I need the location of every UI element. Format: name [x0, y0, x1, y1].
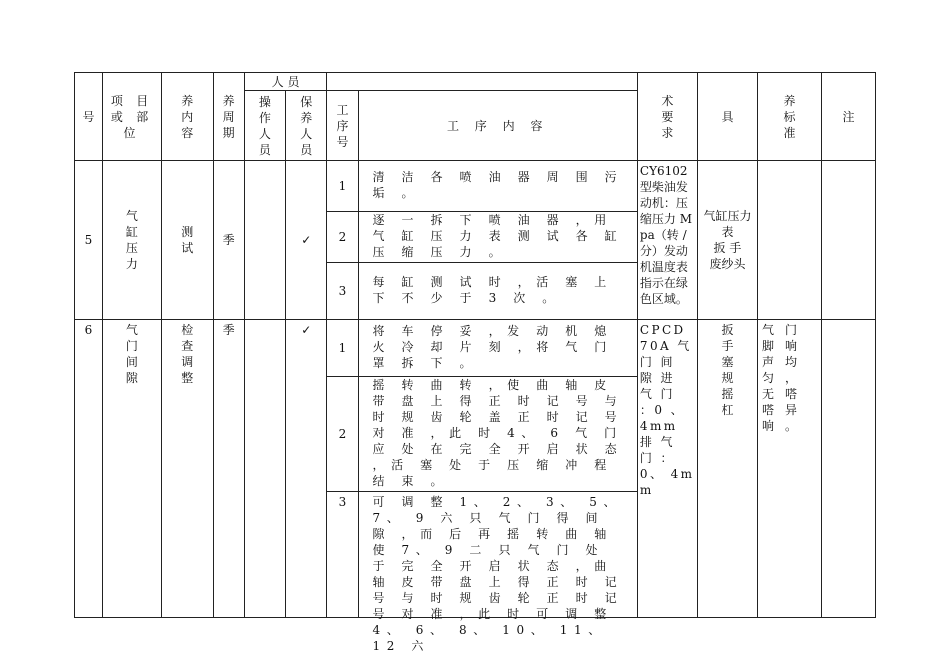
header-blank — [327, 73, 637, 91]
row-maintainer-check: ✓ — [286, 161, 327, 320]
row-tools — [697, 161, 757, 320]
header-maintainer: 保养人员 — [286, 91, 327, 161]
step-no: 1 — [327, 161, 358, 212]
row-note — [822, 320, 876, 618]
row-no: 5 — [75, 161, 103, 320]
maintenance-table — [74, 72, 876, 653]
row-item: 气缸压力 — [102, 161, 161, 320]
tool-item: 扳 手 — [713, 241, 742, 255]
header-tools: 具 — [697, 73, 757, 161]
header-operator: 操作人员 — [244, 91, 285, 161]
row-operator — [244, 320, 285, 618]
header-item: 项 目 或 部 位 — [102, 73, 161, 161]
header-cycle: 养周期 — [213, 73, 244, 161]
row-tools: 扳手塞规摇杠 — [697, 320, 757, 618]
step-text: 可 调 整 1、 2、 3、 5、 7、 9 六 只 气 门 得 间 隙 ，而 后 再 摇 转 曲 轴 使 7、 9 二 只 气 门 处 于 完 全 开 启 状 态 ，曲 轴 皮 带 盘 上 得 正 时 记 号 与 时 规 齿 轮 正 时 记 号 对 准 ，此 时 可 调 整 4、 6、 8、 10、 11、 12 六 — [358, 492, 637, 618]
row-standard: 气 门 脚 响 声 均 匀 ， 无 嗒 嗒 异 响 。 — [757, 320, 821, 618]
step-no: 2 — [327, 377, 358, 492]
header-personnel: 人 员 — [244, 73, 327, 91]
row-cycle: 季 — [213, 161, 244, 320]
header-tech-req: 术要求 — [637, 73, 697, 161]
header-content: 养内容 — [161, 73, 213, 161]
step-text: 将 车 停 妥 ，发 动 机 熄 火 冷 却 片 刻 ，将 气 门 罩 拆 下 。 — [358, 320, 637, 377]
row-operator — [244, 161, 285, 320]
header-step-content: 工 序 内 容 — [358, 91, 637, 161]
row-standard — [757, 161, 821, 320]
step-no: 3 — [327, 263, 358, 320]
step-text: 逐 一 拆 下 喷 油 器 ，用 气 缸 压 力 表 测 试 各 缸 压 缩 压 力 。 — [358, 212, 637, 263]
step-no: 1 — [327, 320, 358, 377]
tool-item: 废纱头 — [709, 257, 746, 271]
header-no: 号 — [75, 73, 103, 161]
step-text: 每 缸 测 试 时 ，活 塞 上 下 不 少 于 3 次 。 — [358, 263, 637, 320]
table-row — [75, 320, 876, 377]
step-text: 清 洁 各 喷 油 器 周 围 污 垢 。 — [358, 161, 637, 212]
header-step-no: 工序号 — [327, 91, 358, 161]
header-note: 注 — [822, 73, 876, 161]
step-no: 2 — [327, 212, 358, 263]
row-note — [822, 161, 876, 320]
row-item: 气门间隙 — [102, 320, 161, 618]
row-content: 检查调整 — [161, 320, 213, 618]
header-standard: 养标准 — [757, 73, 821, 161]
row-tech-req: CY6102 型柴油发动机：压缩压力 Mpa（转 / 分）发动机温度表指示在绿色区域。 — [637, 161, 697, 320]
step-no: 3 — [327, 492, 358, 618]
step-text: 摇 转 曲 转 ，使 曲 轴 皮 带 盘 上 得 正 时 记 号 与 时 规 齿 轮 盖 正 时 记 号 对 准 ，此 时 4、 6 气 门 应 处 在 完 全 开 启 状 态 ，活 塞 处 于 压 缩 冲 程 结 束 。 — [358, 377, 637, 492]
row-maintainer-check: ✓ — [286, 320, 327, 618]
tool-item: 气缸压力表 — [703, 209, 752, 239]
row-cycle: 季 — [213, 320, 244, 618]
table-row — [75, 161, 876, 212]
row-no: 6 — [75, 320, 103, 618]
row-content: 测试 — [161, 161, 213, 320]
row-tech-req: CPCD70A 气 门 间 隙 进 气 门 ：0 、 4mm 排 气 门 ： 0、 4m m — [637, 320, 697, 618]
